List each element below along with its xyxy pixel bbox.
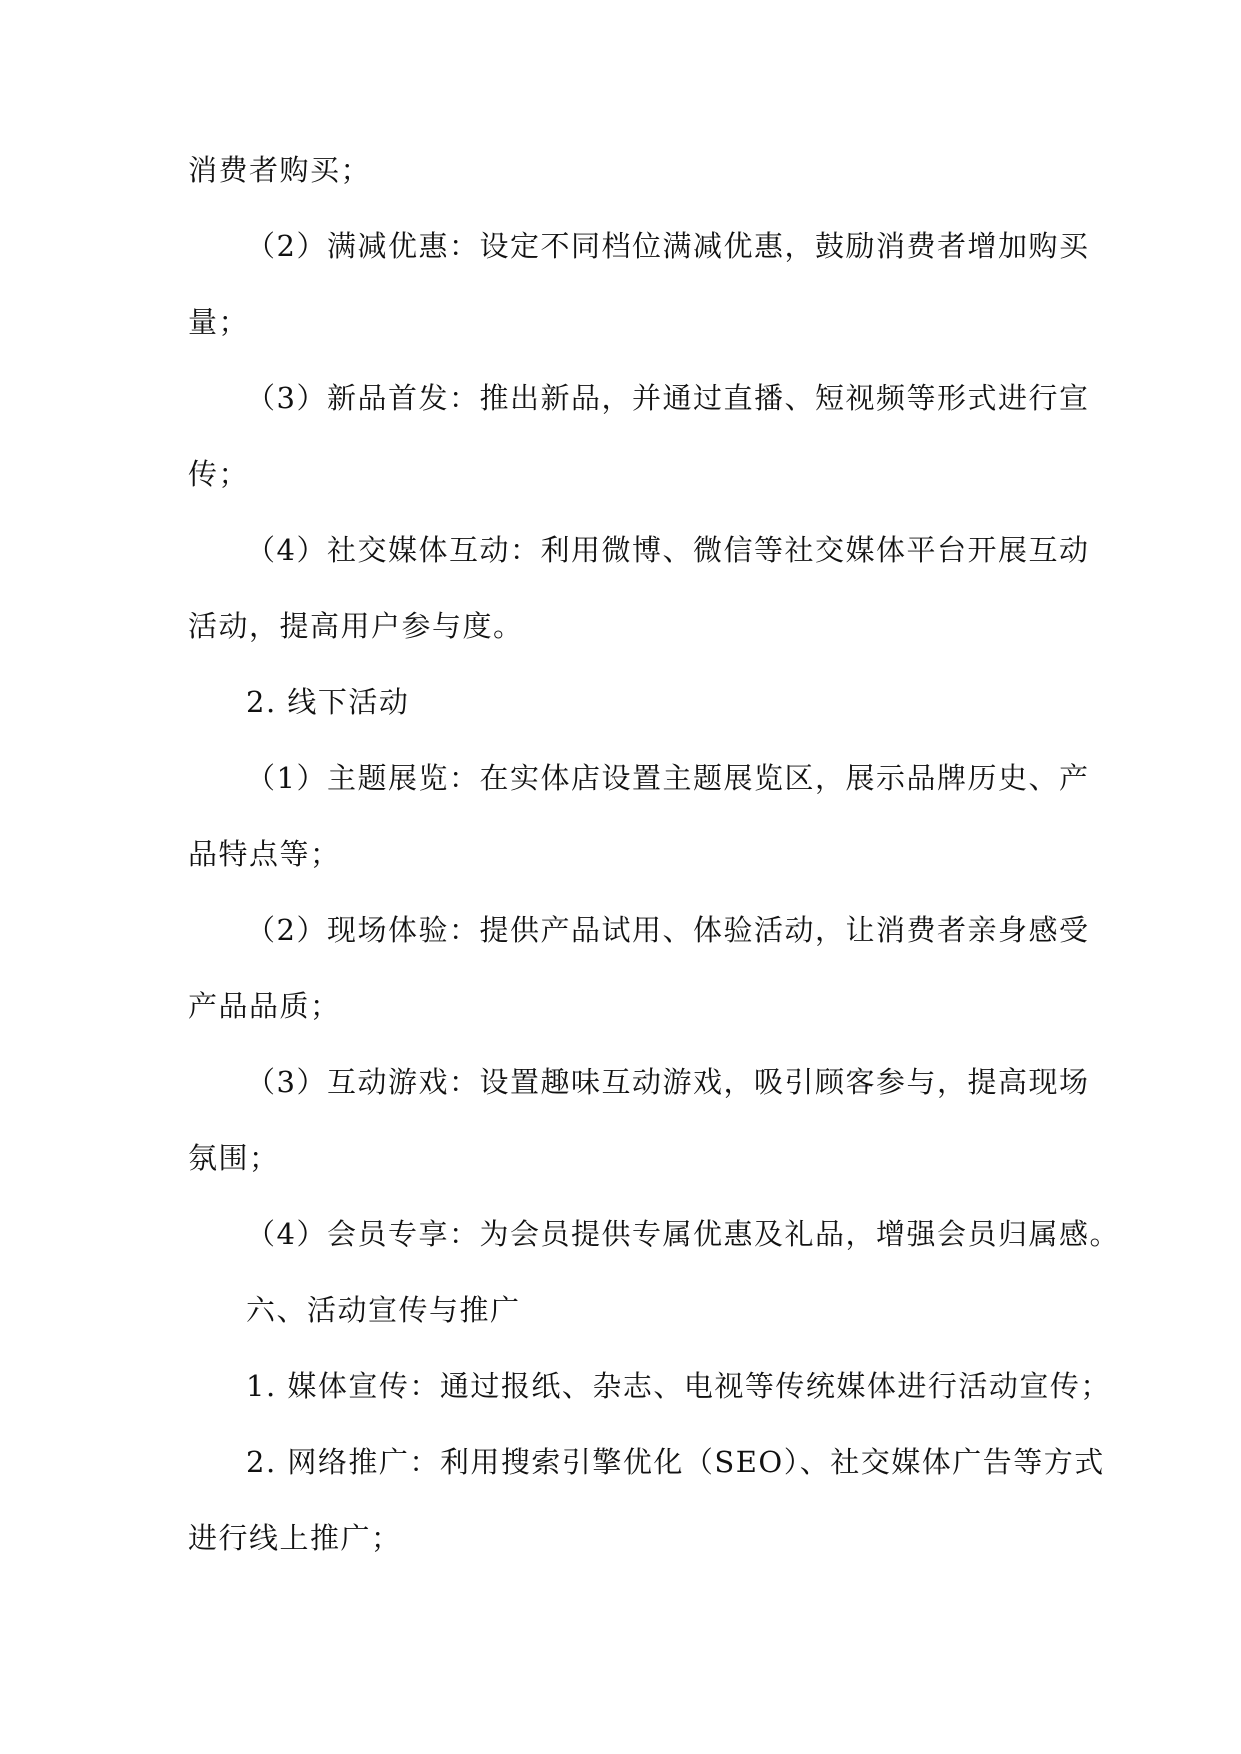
document-body — [188, 145, 1120, 1589]
text-line: （2）满减优惠：设定不同档位满减优惠，鼓励消费者增加购买 — [246, 229, 1090, 263]
text-line: 2. 网络推广：利用搜索引擎优化（SEO）、社交媒体广告等方式 — [246, 1445, 1105, 1479]
text-line: 产品品质； — [188, 989, 341, 1023]
text-line: 传； — [188, 457, 250, 491]
text-line: （2）现场体验：提供产品试用、体验活动，让消费者亲身感受 — [246, 913, 1090, 947]
text-line: 活动，提高用户参与度。 — [188, 609, 524, 643]
text-line: （4）社交媒体互动：利用微博、微信等社交媒体平台开展互动 — [246, 533, 1090, 567]
text-line: 消费者购买； — [188, 153, 372, 187]
text-line: （1）主题展览：在实体店设置主题展览区，展示品牌历史、产 — [246, 761, 1090, 795]
text-line: （3）新品首发：推出新品，并通过直播、短视频等形式进行宣 — [246, 381, 1090, 415]
text-line: 进行线上推广； — [188, 1521, 402, 1555]
section-heading: 六、活动宣传与推广 — [246, 1293, 521, 1327]
text-line: 品特点等； — [188, 837, 341, 871]
text-line: 量； — [188, 305, 250, 339]
text-line: 氛围； — [188, 1141, 280, 1175]
section-heading: 2. 线下活动 — [246, 685, 410, 719]
text-line: 1. 媒体宣传：通过报纸、杂志、电视等传统媒体进行活动宣传； — [246, 1369, 1111, 1403]
text-line: （3）互动游戏：设置趣味互动游戏，吸引顾客参与，提高现场 — [246, 1065, 1090, 1099]
text-line: （4）会员专享：为会员提供专属优惠及礼品，增强会员归属感。 — [246, 1217, 1120, 1251]
